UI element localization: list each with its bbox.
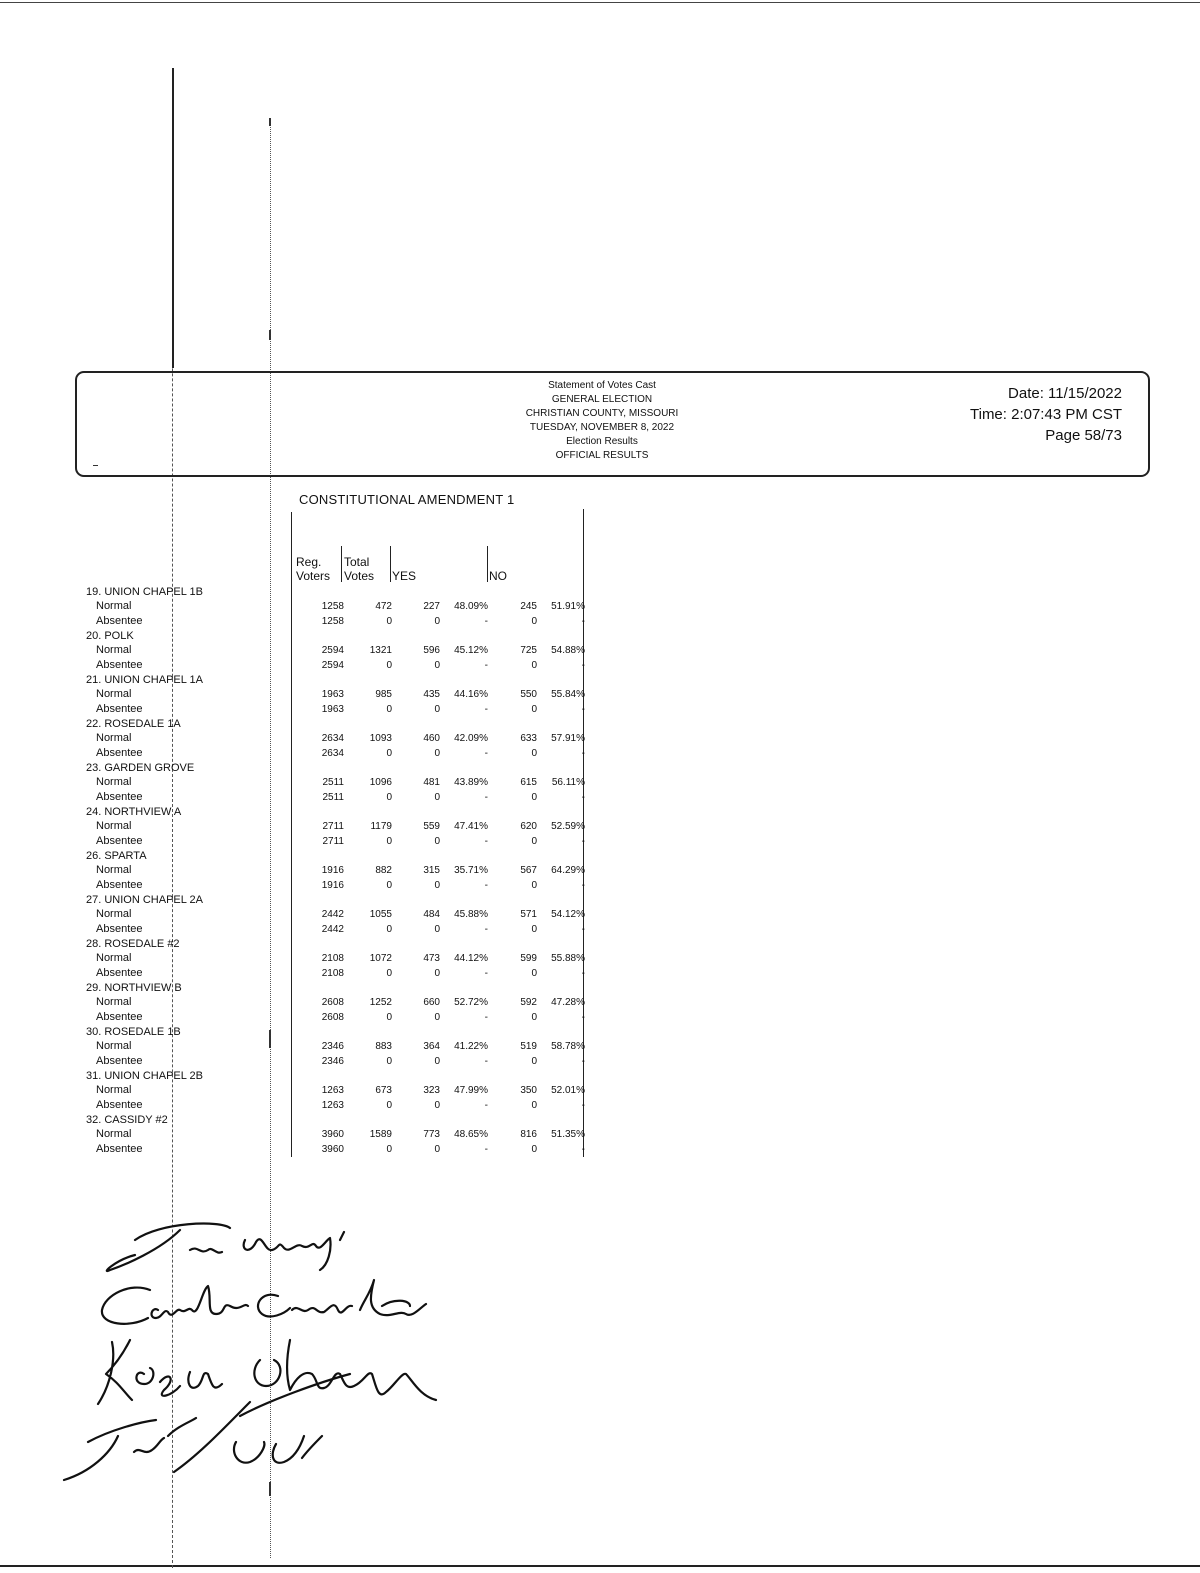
yes-percent-cell: - bbox=[484, 968, 488, 979]
column-header-reg-voters bbox=[296, 555, 330, 583]
yes-votes-cell: 0 bbox=[434, 1012, 440, 1023]
no-votes-cell: 0 bbox=[531, 1012, 537, 1023]
no-percent-cell: - bbox=[581, 792, 585, 803]
row-type-label: Normal bbox=[96, 776, 132, 788]
reg-voters-cell: 1258 bbox=[321, 616, 344, 627]
row-type-label: Normal bbox=[96, 820, 132, 832]
no-votes-cell: 0 bbox=[531, 1144, 537, 1155]
reg-voters-cell: 1258 bbox=[321, 601, 344, 612]
row-type-label: Absentee bbox=[96, 1011, 143, 1023]
yes-percent-cell: - bbox=[484, 616, 488, 627]
precinct-name: 29. NORTHVIEW B bbox=[86, 982, 182, 994]
no-votes-cell: 620 bbox=[520, 821, 537, 832]
normal-row bbox=[80, 907, 590, 922]
total-votes-cell: 0 bbox=[386, 660, 392, 671]
row-type-label: Absentee bbox=[96, 791, 143, 803]
precinct-name: 27. UNION CHAPEL 2A bbox=[86, 894, 203, 906]
reg-voters-cell: 2108 bbox=[321, 953, 344, 964]
row-type-label: Absentee bbox=[96, 835, 143, 847]
total-votes-cell: 0 bbox=[386, 616, 392, 627]
no-percent-cell: 57.91% bbox=[551, 733, 585, 744]
yes-percent-cell: 47.41% bbox=[454, 821, 488, 832]
precinct-name: 20. POLK bbox=[86, 630, 134, 642]
top-edge-rule bbox=[0, 2, 1200, 3]
normal-row bbox=[80, 731, 590, 746]
reg-voters-cell: 2634 bbox=[321, 748, 344, 759]
reg-voters-cell: 1263 bbox=[321, 1085, 344, 1096]
absentee-row bbox=[80, 878, 590, 893]
total-votes-cell: 1252 bbox=[369, 997, 392, 1008]
column-header-text: Total bbox=[344, 555, 370, 569]
absentee-row bbox=[80, 922, 590, 937]
total-votes-cell: 0 bbox=[386, 748, 392, 759]
normal-row bbox=[80, 1127, 590, 1142]
column-header-text: Votes bbox=[344, 569, 375, 583]
row-type-label: Absentee bbox=[96, 703, 143, 715]
no-percent-cell: - bbox=[581, 1144, 585, 1155]
yes-percent-cell: 45.88% bbox=[454, 909, 488, 920]
no-votes-cell: 0 bbox=[531, 792, 537, 803]
yes-votes-cell: 0 bbox=[434, 616, 440, 627]
yes-percent-cell: - bbox=[484, 792, 488, 803]
report-meta bbox=[970, 383, 1122, 446]
absentee-row bbox=[80, 1054, 590, 1069]
report-type: Election Results bbox=[566, 436, 638, 447]
reg-voters-cell: 3960 bbox=[321, 1144, 344, 1155]
absentee-row bbox=[80, 1010, 590, 1025]
precinct-name: 19. UNION CHAPEL 1B bbox=[86, 586, 203, 598]
total-votes-cell: 673 bbox=[375, 1085, 392, 1096]
column-divider bbox=[341, 546, 342, 582]
yes-percent-cell: - bbox=[484, 1100, 488, 1111]
total-votes-cell: 1072 bbox=[369, 953, 392, 964]
precinct-block bbox=[80, 981, 590, 1025]
no-percent-cell: - bbox=[581, 880, 585, 891]
yes-percent-cell: 45.12% bbox=[454, 645, 488, 656]
no-percent-cell: - bbox=[581, 616, 585, 627]
precinct-block bbox=[80, 717, 590, 761]
reg-voters-cell: 2346 bbox=[321, 1041, 344, 1052]
results-status: OFFICIAL RESULTS bbox=[555, 450, 649, 461]
no-percent-cell: 58.78% bbox=[551, 1041, 585, 1052]
absentee-row bbox=[80, 1142, 590, 1157]
total-votes-cell: 0 bbox=[386, 924, 392, 935]
no-votes-cell: 350 bbox=[520, 1085, 537, 1096]
absentee-row bbox=[80, 1098, 590, 1113]
precinct-block bbox=[80, 673, 590, 717]
bottom-edge-rule bbox=[0, 1565, 1200, 1567]
signature-1 bbox=[107, 1224, 344, 1271]
row-type-label: Normal bbox=[96, 732, 132, 744]
yes-percent-cell: - bbox=[484, 1012, 488, 1023]
absentee-row bbox=[80, 790, 590, 805]
precinct-name: 30. ROSEDALE 1B bbox=[86, 1026, 181, 1038]
total-votes-cell: 0 bbox=[386, 704, 392, 715]
row-type-label: Absentee bbox=[96, 1143, 143, 1155]
absentee-row bbox=[80, 614, 590, 629]
signatures bbox=[40, 1210, 470, 1500]
total-votes-cell: 0 bbox=[386, 1144, 392, 1155]
precinct-name: 26. SPARTA bbox=[86, 850, 147, 862]
precinct-block bbox=[80, 1113, 590, 1157]
no-votes-cell: 816 bbox=[520, 1129, 537, 1140]
total-votes-cell: 1589 bbox=[369, 1129, 392, 1140]
yes-votes-cell: 227 bbox=[423, 601, 440, 612]
yes-percent-cell: - bbox=[484, 1056, 488, 1067]
precinct-name: 23. GARDEN GROVE bbox=[86, 762, 195, 774]
report-time: Time: 2:07:43 PM CST bbox=[970, 406, 1122, 423]
yes-votes-cell: 0 bbox=[434, 968, 440, 979]
no-votes-cell: 571 bbox=[520, 909, 537, 920]
reg-voters-cell: 2608 bbox=[321, 997, 344, 1008]
yes-percent-cell: 42.09% bbox=[454, 733, 488, 744]
no-percent-cell: - bbox=[581, 1056, 585, 1067]
yes-percent-cell: 43.89% bbox=[454, 777, 488, 788]
report-title-line: Statement of Votes Cast bbox=[548, 380, 656, 391]
yes-votes-cell: 323 bbox=[423, 1085, 440, 1096]
total-votes-cell: 1093 bbox=[369, 733, 392, 744]
reg-voters-cell: 2711 bbox=[322, 836, 344, 847]
absentee-row bbox=[80, 658, 590, 673]
yes-votes-cell: 0 bbox=[434, 660, 440, 671]
total-votes-cell: 0 bbox=[386, 836, 392, 847]
yes-percent-cell: 52.72% bbox=[454, 997, 488, 1008]
precinct-block bbox=[80, 1069, 590, 1113]
reg-voters-cell: 2442 bbox=[321, 924, 344, 935]
reg-voters-cell: 2594 bbox=[321, 645, 344, 656]
no-percent-cell: 55.84% bbox=[551, 689, 585, 700]
row-type-label: Absentee bbox=[96, 1099, 143, 1111]
no-votes-cell: 615 bbox=[520, 777, 537, 788]
column-header-text: Reg. bbox=[296, 555, 322, 569]
yes-votes-cell: 596 bbox=[423, 645, 440, 656]
column-header-text: Voters bbox=[296, 569, 331, 583]
no-votes-cell: 567 bbox=[520, 865, 537, 876]
results-table bbox=[80, 585, 590, 1157]
row-type-label: Normal bbox=[96, 600, 132, 612]
reg-voters-cell: 2511 bbox=[322, 792, 344, 803]
no-percent-cell: 56.11% bbox=[551, 777, 585, 788]
yes-votes-cell: 484 bbox=[423, 909, 440, 920]
no-percent-cell: 47.28% bbox=[551, 997, 585, 1008]
yes-percent-cell: - bbox=[484, 924, 488, 935]
precinct-name: 21. UNION CHAPEL 1A bbox=[86, 674, 203, 686]
absentee-row bbox=[80, 834, 590, 849]
absentee-row bbox=[80, 702, 590, 717]
yes-votes-cell: 0 bbox=[434, 836, 440, 847]
reg-voters-cell: 2634 bbox=[321, 733, 344, 744]
reg-voters-cell: 1916 bbox=[321, 865, 344, 876]
reg-voters-cell: 2594 bbox=[321, 660, 344, 671]
row-type-label: Absentee bbox=[96, 747, 143, 759]
total-votes-cell: 882 bbox=[375, 865, 392, 876]
reg-voters-cell: 2711 bbox=[322, 821, 344, 832]
reg-voters-cell: 3960 bbox=[321, 1129, 344, 1140]
reg-voters-cell: 1963 bbox=[321, 704, 344, 715]
reg-voters-cell: 1263 bbox=[321, 1100, 344, 1111]
yes-votes-cell: 773 bbox=[423, 1129, 440, 1140]
page-number: Page 58/73 bbox=[1045, 427, 1122, 444]
yes-percent-cell: 48.65% bbox=[454, 1129, 488, 1140]
yes-percent-cell: 41.22% bbox=[454, 1041, 488, 1052]
precinct-name: 28. ROSEDALE #2 bbox=[86, 938, 180, 950]
normal-row bbox=[80, 1039, 590, 1054]
no-votes-cell: 0 bbox=[531, 924, 537, 935]
row-type-label: Normal bbox=[96, 996, 132, 1008]
total-votes-cell: 0 bbox=[386, 792, 392, 803]
reg-voters-cell: 1963 bbox=[321, 689, 344, 700]
yes-votes-cell: 0 bbox=[434, 924, 440, 935]
yes-votes-cell: 435 bbox=[423, 689, 440, 700]
normal-row bbox=[80, 863, 590, 878]
yes-percent-cell: - bbox=[484, 880, 488, 891]
yes-votes-cell: 364 bbox=[423, 1041, 440, 1052]
normal-row bbox=[80, 775, 590, 790]
row-type-label: Normal bbox=[96, 1128, 132, 1140]
no-votes-cell: 245 bbox=[520, 601, 537, 612]
report-header bbox=[75, 371, 1150, 477]
no-votes-cell: 725 bbox=[520, 645, 537, 656]
total-votes-cell: 1179 bbox=[370, 821, 392, 832]
no-percent-cell: 54.88% bbox=[551, 645, 585, 656]
precinct-block bbox=[80, 937, 590, 981]
precinct-block bbox=[80, 761, 590, 805]
no-percent-cell: 54.12% bbox=[551, 909, 585, 920]
total-votes-cell: 0 bbox=[386, 1100, 392, 1111]
election-date: TUESDAY, NOVEMBER 8, 2022 bbox=[529, 422, 675, 433]
yes-votes-cell: 0 bbox=[434, 704, 440, 715]
contest-title: CONSTITUTIONAL AMENDMENT 1 bbox=[299, 492, 515, 507]
no-percent-cell: 51.35% bbox=[551, 1129, 585, 1140]
column-divider bbox=[390, 546, 391, 582]
report-date: Date: 11/15/2022 bbox=[1008, 385, 1122, 402]
yes-percent-cell: 48.09% bbox=[454, 601, 488, 612]
no-percent-cell: 52.59% bbox=[551, 821, 585, 832]
precinct-name: 32. CASSIDY #2 bbox=[86, 1114, 168, 1126]
scan-speck bbox=[93, 465, 98, 466]
yes-votes-cell: 660 bbox=[423, 997, 440, 1008]
total-votes-cell: 472 bbox=[375, 601, 392, 612]
no-votes-cell: 550 bbox=[520, 689, 537, 700]
no-votes-cell: 0 bbox=[531, 1056, 537, 1067]
row-type-label: Absentee bbox=[96, 967, 143, 979]
normal-row bbox=[80, 643, 590, 658]
yes-percent-cell: 44.12% bbox=[454, 953, 488, 964]
no-percent-cell: - bbox=[581, 924, 585, 935]
no-votes-cell: 633 bbox=[520, 733, 537, 744]
scan-speck bbox=[269, 118, 271, 126]
precinct-name: 31. UNION CHAPEL 2B bbox=[86, 1070, 203, 1082]
total-votes-cell: 0 bbox=[386, 968, 392, 979]
no-percent-cell: 51.91% bbox=[551, 601, 585, 612]
yes-votes-cell: 460 bbox=[423, 733, 440, 744]
precinct-block bbox=[80, 849, 590, 893]
row-type-label: Normal bbox=[96, 952, 132, 964]
total-votes-cell: 1321 bbox=[369, 645, 392, 656]
total-votes-cell: 985 bbox=[375, 689, 392, 700]
scan-artifact-bar bbox=[172, 68, 174, 368]
row-type-label: Absentee bbox=[96, 923, 143, 935]
reg-voters-cell: 2108 bbox=[321, 968, 344, 979]
no-votes-cell: 592 bbox=[520, 997, 537, 1008]
reg-voters-cell: 1916 bbox=[321, 880, 344, 891]
no-votes-cell: 519 bbox=[520, 1041, 537, 1052]
jurisdiction: CHRISTIAN COUNTY, MISSOURI bbox=[525, 408, 679, 419]
no-percent-cell: - bbox=[581, 1012, 585, 1023]
row-type-label: Absentee bbox=[96, 879, 143, 891]
yes-percent-cell: 47.99% bbox=[454, 1085, 488, 1096]
yes-votes-cell: 315 bbox=[423, 865, 440, 876]
no-percent-cell: - bbox=[581, 704, 585, 715]
no-votes-cell: 0 bbox=[531, 616, 537, 627]
precinct-block bbox=[80, 893, 590, 937]
column-header-total-votes bbox=[344, 555, 374, 583]
yes-votes-cell: 0 bbox=[434, 792, 440, 803]
absentee-row bbox=[80, 966, 590, 981]
normal-row bbox=[80, 819, 590, 834]
column-header-yes: YES bbox=[392, 569, 417, 583]
signature-3 bbox=[98, 1340, 436, 1404]
no-votes-cell: 0 bbox=[531, 660, 537, 671]
precinct-block bbox=[80, 585, 590, 629]
yes-votes-cell: 0 bbox=[434, 880, 440, 891]
no-percent-cell: - bbox=[581, 660, 585, 671]
signature-2 bbox=[102, 1280, 426, 1324]
normal-row bbox=[80, 951, 590, 966]
row-type-label: Absentee bbox=[96, 1055, 143, 1067]
no-percent-cell: 64.29% bbox=[551, 865, 585, 876]
election-name: GENERAL ELECTION bbox=[551, 394, 653, 405]
yes-percent-cell: - bbox=[484, 1144, 488, 1155]
total-votes-cell: 1055 bbox=[369, 909, 392, 920]
row-type-label: Absentee bbox=[96, 659, 143, 671]
total-votes-cell: 0 bbox=[386, 1056, 392, 1067]
no-votes-cell: 0 bbox=[531, 836, 537, 847]
yes-votes-cell: 481 bbox=[423, 777, 440, 788]
normal-row bbox=[80, 995, 590, 1010]
row-type-label: Normal bbox=[96, 908, 132, 920]
no-votes-cell: 0 bbox=[531, 880, 537, 891]
yes-votes-cell: 0 bbox=[434, 1100, 440, 1111]
no-percent-cell: 52.01% bbox=[551, 1085, 585, 1096]
precinct-name: 24. NORTHVIEW A bbox=[86, 806, 182, 818]
no-percent-cell: 55.88% bbox=[551, 953, 585, 964]
yes-percent-cell: - bbox=[484, 836, 488, 847]
signature-4 bbox=[64, 1374, 350, 1480]
column-divider bbox=[487, 546, 488, 582]
normal-row bbox=[80, 687, 590, 702]
precinct-name: 22. ROSEDALE 1A bbox=[86, 718, 181, 730]
row-type-label: Normal bbox=[96, 864, 132, 876]
yes-percent-cell: 44.16% bbox=[454, 689, 488, 700]
no-votes-cell: 0 bbox=[531, 1100, 537, 1111]
precinct-block bbox=[80, 1025, 590, 1069]
reg-voters-cell: 2346 bbox=[321, 1056, 344, 1067]
no-percent-cell: - bbox=[581, 968, 585, 979]
yes-percent-cell: - bbox=[484, 704, 488, 715]
no-votes-cell: 0 bbox=[531, 968, 537, 979]
no-votes-cell: 0 bbox=[531, 748, 537, 759]
no-percent-cell: - bbox=[581, 836, 585, 847]
total-votes-cell: 1096 bbox=[369, 777, 392, 788]
yes-votes-cell: 473 bbox=[423, 953, 440, 964]
yes-percent-cell: 35.71% bbox=[454, 865, 488, 876]
yes-votes-cell: 0 bbox=[434, 1056, 440, 1067]
absentee-row bbox=[80, 746, 590, 761]
scan-speck bbox=[269, 330, 271, 340]
normal-row bbox=[80, 1083, 590, 1098]
yes-votes-cell: 559 bbox=[423, 821, 440, 832]
row-type-label: Normal bbox=[96, 1040, 132, 1052]
yes-votes-cell: 0 bbox=[434, 748, 440, 759]
total-votes-cell: 0 bbox=[386, 880, 392, 891]
row-type-label: Normal bbox=[96, 688, 132, 700]
yes-votes-cell: 0 bbox=[434, 1144, 440, 1155]
row-type-label: Normal bbox=[96, 644, 132, 656]
reg-voters-cell: 2511 bbox=[322, 777, 344, 788]
precinct-block bbox=[80, 805, 590, 849]
precinct-block bbox=[80, 629, 590, 673]
yes-percent-cell: - bbox=[484, 748, 488, 759]
total-votes-cell: 0 bbox=[386, 1012, 392, 1023]
normal-row bbox=[80, 599, 590, 614]
column-header-no: NO bbox=[489, 569, 507, 583]
no-votes-cell: 599 bbox=[520, 953, 537, 964]
no-percent-cell: - bbox=[581, 1100, 585, 1111]
yes-percent-cell: - bbox=[484, 660, 488, 671]
row-type-label: Normal bbox=[96, 1084, 132, 1096]
total-votes-cell: 883 bbox=[375, 1041, 392, 1052]
no-votes-cell: 0 bbox=[531, 704, 537, 715]
no-percent-cell: - bbox=[581, 748, 585, 759]
row-type-label: Absentee bbox=[96, 615, 143, 627]
reg-voters-cell: 2608 bbox=[321, 1012, 344, 1023]
reg-voters-cell: 2442 bbox=[321, 909, 344, 920]
report-title-block bbox=[517, 379, 687, 463]
